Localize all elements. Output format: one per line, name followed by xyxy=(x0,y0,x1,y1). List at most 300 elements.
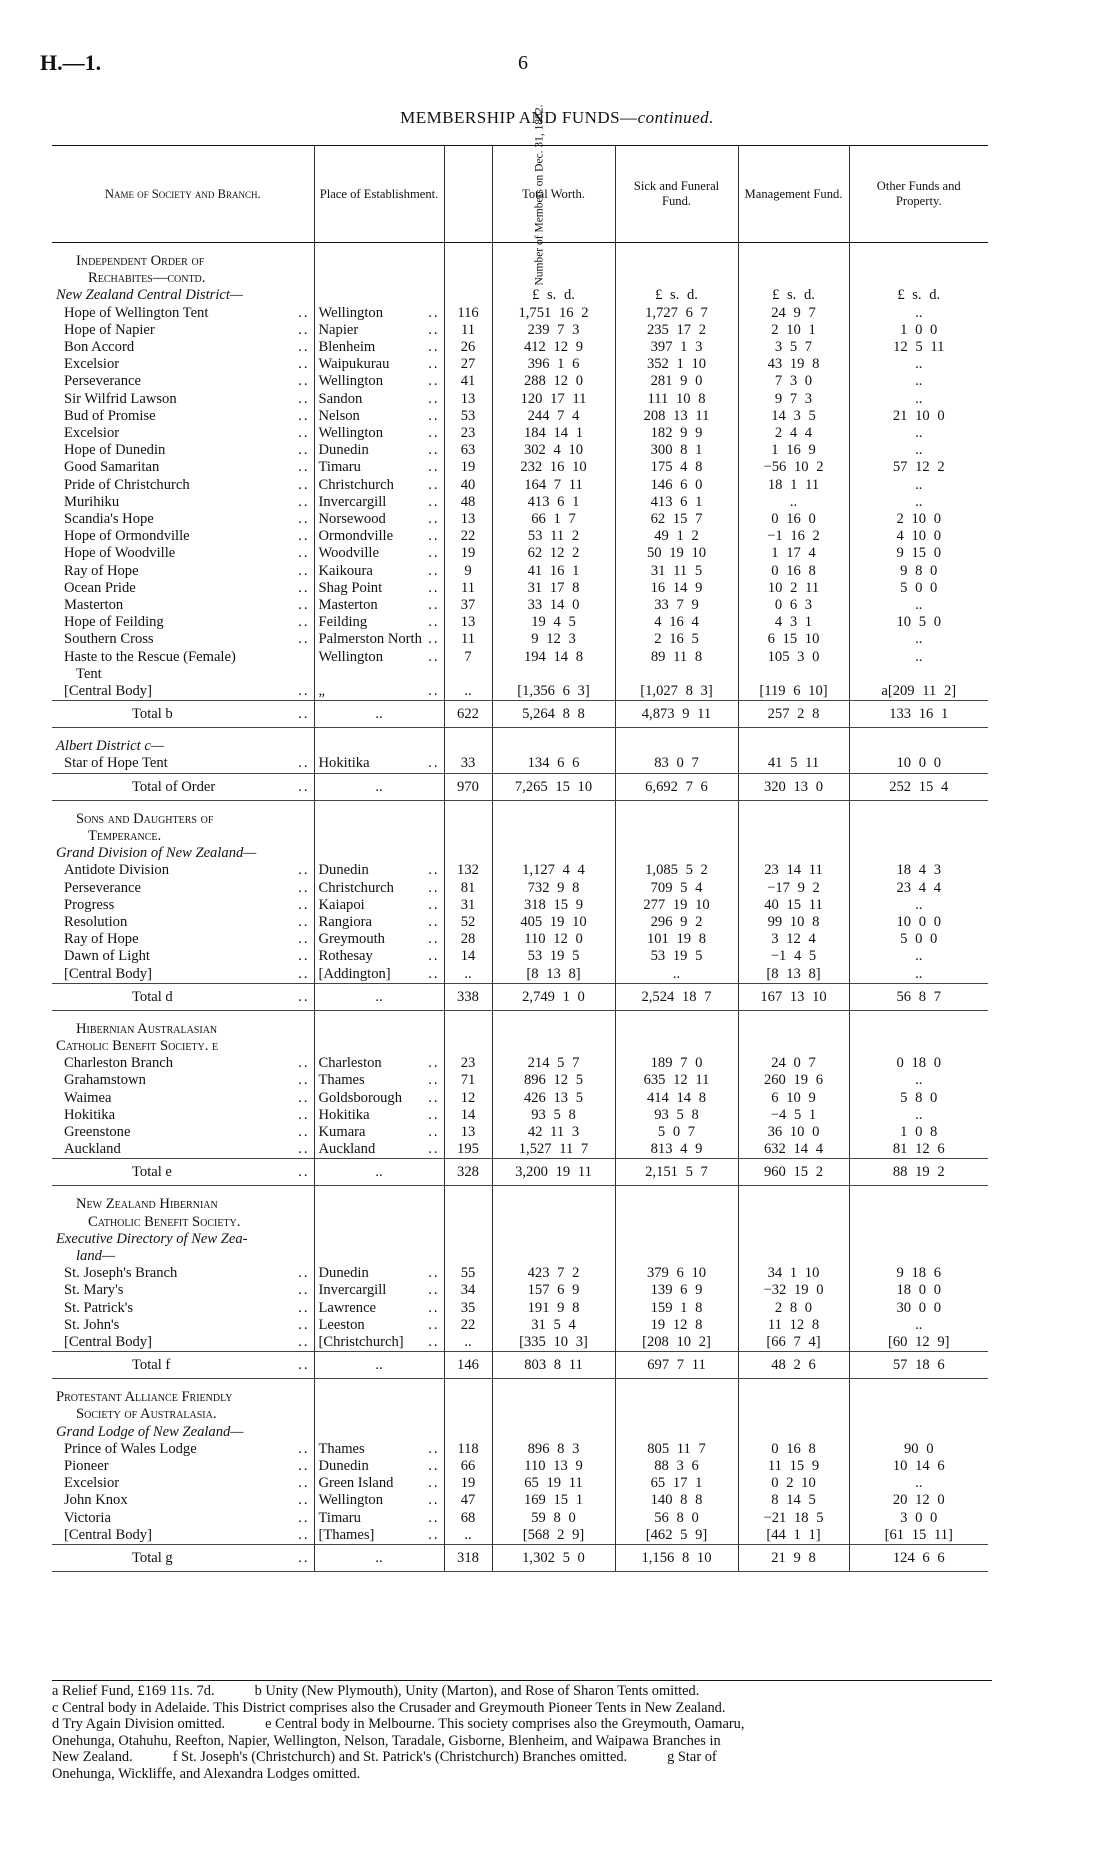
leader-dots: .. xyxy=(298,683,310,700)
members-count: 26 xyxy=(444,339,492,356)
leader-dots: .. xyxy=(428,459,440,476)
other-funds: .. xyxy=(849,631,988,648)
total-row-rechabites xyxy=(52,701,988,728)
leader-dots: .. xyxy=(428,631,440,648)
other-funds: .. xyxy=(849,305,988,322)
heading-protestant-cont xyxy=(52,1406,988,1423)
branch-name: Auckland .. xyxy=(64,1141,310,1158)
branch-name: Hokitika .. xyxy=(64,1106,310,1123)
table-row xyxy=(52,597,988,614)
footnote-d: d Try Again Division omitted. xyxy=(52,1716,226,1733)
members-count: 116 xyxy=(444,305,492,322)
other-funds: 5 8 0 xyxy=(849,1090,988,1107)
total-members: 970 xyxy=(444,773,492,800)
place: Wellington .. xyxy=(314,649,444,666)
total-worth: 41 16 1 xyxy=(492,563,615,580)
table-row xyxy=(52,356,988,373)
members-count: 23 xyxy=(444,425,492,442)
sick-fund: 414 14 8 xyxy=(615,1090,738,1107)
leader-dots: .. xyxy=(298,614,310,631)
place: Greymouth .. xyxy=(314,931,444,948)
branch-name: Pride of Christchurch .. xyxy=(64,476,310,493)
total-sick: 697 7 11 xyxy=(615,1352,738,1379)
members-count: 27 xyxy=(444,356,492,373)
branch-name: Sir Wilfrid Lawson .. xyxy=(64,390,310,407)
total-row-nz-hibernian xyxy=(52,1352,988,1379)
total-members: 328 xyxy=(444,1159,492,1186)
management-fund: 14 3 5 xyxy=(738,408,849,425)
place: Green Island .. xyxy=(314,1475,444,1492)
members-count: 55 xyxy=(444,1265,492,1282)
table-row xyxy=(52,1492,988,1509)
table-row xyxy=(52,408,988,425)
branch-name-cont: Tent xyxy=(76,665,102,682)
members-count: .. xyxy=(444,1334,492,1352)
place: .. xyxy=(314,1159,444,1186)
total-worth: 396 1 6 xyxy=(492,356,615,373)
sick-fund: 175 4 8 xyxy=(615,459,738,476)
branch-name: Hope of Woodville .. xyxy=(64,545,310,562)
other-funds: 1 0 0 xyxy=(849,322,988,339)
spacer xyxy=(52,800,988,811)
sick-fund: 189 7 0 xyxy=(615,1055,738,1072)
members-count: .. xyxy=(444,683,492,701)
leader-dots: .. xyxy=(298,913,310,930)
total-label: Total d .. xyxy=(52,983,314,1010)
col-members: Number of Members on Dec. 31, 1882. xyxy=(444,146,492,243)
management-fund: 0 16 0 xyxy=(738,511,849,528)
leader-dots: .. xyxy=(428,407,440,424)
other-funds: .. xyxy=(849,477,988,494)
leader-dots: .. xyxy=(298,1265,310,1282)
branch-name: St. Mary's .. xyxy=(64,1282,310,1299)
sick-fund: 53 19 5 xyxy=(615,948,738,965)
other-funds: .. xyxy=(849,1107,988,1124)
other-funds: 9 18 6 xyxy=(849,1265,988,1282)
leader-dots: .. xyxy=(428,913,440,930)
sick-fund: 235 17 2 xyxy=(615,322,738,339)
leader-dots: .. xyxy=(428,1299,440,1316)
total-worth: [8 13 8] xyxy=(492,966,615,984)
total-mgmt: 320 13 0 xyxy=(738,773,849,800)
sick-fund: 296 9 2 xyxy=(615,914,738,931)
place: Dunedin .. xyxy=(314,1458,444,1475)
other-funds: 81 12 6 xyxy=(849,1141,988,1159)
leader-dots: .. xyxy=(428,304,440,321)
members-count: 68 xyxy=(444,1510,492,1527)
total-worth: [568 2 9] xyxy=(492,1527,615,1545)
total-mgmt: 167 13 10 xyxy=(738,983,849,1010)
leader-dots: .. xyxy=(428,579,440,596)
leader-dots: .. xyxy=(298,442,310,459)
members-count: 47 xyxy=(444,1492,492,1509)
currency-units: £ s. d. xyxy=(615,287,738,304)
table-row xyxy=(52,897,988,914)
total-mgmt: 257 2 8 xyxy=(738,701,849,728)
place: Goldsborough .. xyxy=(314,1090,444,1107)
management-fund: 0 2 10 xyxy=(738,1475,849,1492)
total-worth: 288 12 0 xyxy=(492,373,615,390)
leader-dots: .. xyxy=(298,562,310,579)
total-worth: 164 7 11 xyxy=(492,477,615,494)
members-count: 40 xyxy=(444,477,492,494)
branch-name: Greenstone .. xyxy=(64,1123,310,1140)
management-fund: 11 15 9 xyxy=(738,1458,849,1475)
table-row xyxy=(52,631,988,648)
total-worth: 426 13 5 xyxy=(492,1090,615,1107)
district-row xyxy=(52,287,988,304)
col-name: Name of Society and Branch. xyxy=(52,146,314,243)
footnote-e-end: New Zealand. xyxy=(52,1749,133,1766)
table-row xyxy=(52,322,988,339)
members-count: 31 xyxy=(444,897,492,914)
place: Palmerston North .. xyxy=(314,631,444,648)
sick-fund: 397 1 3 xyxy=(615,339,738,356)
members-count: 28 xyxy=(444,931,492,948)
other-funds: 21 10 0 xyxy=(849,408,988,425)
management-fund: [8 13 8] xyxy=(738,966,849,984)
place: Rangiora .. xyxy=(314,914,444,931)
total-worth: 1,127 4 4 xyxy=(492,862,615,879)
place: Norsewood .. xyxy=(314,511,444,528)
leader-dots: .. xyxy=(298,1526,310,1543)
table-row xyxy=(52,931,988,948)
branch-name: Murihiku .. xyxy=(64,493,310,510)
members-count: 7 xyxy=(444,649,492,666)
col-other-funds: Other Funds and Property. xyxy=(849,146,988,243)
total-worth: 19 4 5 xyxy=(492,614,615,631)
sick-fund: 31 11 5 xyxy=(615,563,738,580)
leader-dots: .. xyxy=(428,1072,440,1089)
table-row xyxy=(52,528,988,545)
total-worth: 7,265 15 10 xyxy=(492,773,615,800)
table-row xyxy=(52,339,988,356)
table-row xyxy=(52,373,988,390)
total-worth: 42 11 3 xyxy=(492,1124,615,1141)
branch-name: Hope of Dunedin .. xyxy=(64,442,310,459)
place: Blenheim .. xyxy=(314,339,444,356)
leader-dots: .. xyxy=(428,321,440,338)
leader-dots: .. xyxy=(298,1357,310,1374)
total-sick: 2,524 18 7 xyxy=(615,983,738,1010)
heading-hibernian-aus-cont xyxy=(52,1038,988,1055)
leader-dots: .. xyxy=(428,648,440,665)
leader-dots: .. xyxy=(428,425,440,442)
table-row xyxy=(52,1458,988,1475)
branch-name: Good Samaritan .. xyxy=(64,459,310,476)
heading-hibernian-aus xyxy=(52,1021,988,1038)
place: [Thames] .. xyxy=(314,1527,444,1545)
heading-nz-hibernian-cont xyxy=(52,1214,988,1231)
branch-name: [Central Body] .. xyxy=(64,683,310,700)
place: Charleston .. xyxy=(314,1055,444,1072)
place: Timaru .. xyxy=(314,459,444,476)
branch-name: Star of Hope Tent .. xyxy=(64,755,310,772)
members-count: 19 xyxy=(444,459,492,476)
members-count: 81 xyxy=(444,880,492,897)
management-fund: 41 5 11 xyxy=(738,755,849,773)
total-worth: 53 19 5 xyxy=(492,948,615,965)
sick-fund: 4 16 4 xyxy=(615,614,738,631)
total-worth: 169 15 1 xyxy=(492,1492,615,1509)
branch-name: Ray of Hope .. xyxy=(64,562,310,579)
place: .. xyxy=(314,773,444,800)
total-label: Total f .. xyxy=(52,1352,314,1379)
management-fund: 34 1 10 xyxy=(738,1265,849,1282)
leader-dots: .. xyxy=(298,1492,310,1509)
management-fund: 3 12 4 xyxy=(738,931,849,948)
heading-sons-cont xyxy=(52,828,988,845)
table-row xyxy=(52,1090,988,1107)
place: [Addington] .. xyxy=(314,966,444,984)
management-fund: 2 8 0 xyxy=(738,1300,849,1317)
footnotes xyxy=(52,1680,992,1783)
other-funds: .. xyxy=(849,1072,988,1089)
section-heading: Catholic Benefit Society. e xyxy=(56,1037,219,1054)
table-row xyxy=(52,1317,988,1334)
leader-dots: .. xyxy=(298,511,310,528)
leader-dots: .. xyxy=(428,528,440,545)
spacer xyxy=(52,1379,988,1390)
place: Feilding .. xyxy=(314,614,444,631)
leader-dots: .. xyxy=(298,896,310,913)
leader-dots: .. xyxy=(298,321,310,338)
total-mgmt: 21 9 8 xyxy=(738,1545,849,1572)
place: Kaiapoi .. xyxy=(314,897,444,914)
other-funds: .. xyxy=(849,948,988,965)
members-count: 13 xyxy=(444,1124,492,1141)
members-count: 14 xyxy=(444,948,492,965)
branch-name: St. Joseph's Branch .. xyxy=(64,1265,310,1282)
other-funds: [60 12 9] xyxy=(849,1334,988,1352)
section-heading: Sons and Daughters of xyxy=(76,810,214,827)
leader-dots: .. xyxy=(428,511,440,528)
leader-dots: .. xyxy=(428,1440,440,1457)
sick-fund: 89 11 8 xyxy=(615,649,738,666)
management-fund: −32 19 0 xyxy=(738,1282,849,1299)
other-funds: [61 15 11] xyxy=(849,1527,988,1545)
sick-fund: 635 12 11 xyxy=(615,1072,738,1089)
total-worth: 1,751 16 2 xyxy=(492,305,615,322)
footnote-f: f St. Joseph's (Christchurch) and St. Patrick's (Christchurch) Branches omitted. xyxy=(172,1749,628,1766)
place: Kaikoura .. xyxy=(314,563,444,580)
other-funds: .. xyxy=(849,425,988,442)
footnote-e: e Central body in Melbourne. This society comprises also the Greymouth, Oamaru, xyxy=(265,1716,745,1733)
members-count: 22 xyxy=(444,1317,492,1334)
other-funds: .. xyxy=(849,373,988,390)
section-heading: Independent Order of xyxy=(76,253,205,269)
branch-name: Antidote Division .. xyxy=(64,862,310,879)
members-count: 63 xyxy=(444,442,492,459)
other-funds: 10 0 0 xyxy=(849,914,988,931)
sick-fund: 5 0 7 xyxy=(615,1124,738,1141)
leader-dots: .. xyxy=(428,1457,440,1474)
section-heading: Grand Division of New Zealand— xyxy=(56,845,257,862)
total-row-protestant xyxy=(52,1545,988,1572)
members-count: 22 xyxy=(444,528,492,545)
heading-protestant xyxy=(52,1389,988,1406)
management-fund: −56 10 2 xyxy=(738,459,849,476)
section-heading: Temperance. xyxy=(88,827,162,844)
total-worth: 120 17 11 xyxy=(492,391,615,408)
division-name xyxy=(52,845,988,862)
leader-dots: .. xyxy=(298,459,310,476)
members-count: 14 xyxy=(444,1107,492,1124)
sick-fund: 56 8 0 xyxy=(615,1510,738,1527)
branch-name: Resolution .. xyxy=(64,913,310,930)
other-funds: a[209 11 2] xyxy=(849,683,988,701)
management-fund: 3 5 7 xyxy=(738,339,849,356)
management-fund: 8 14 5 xyxy=(738,1492,849,1509)
members-count: 11 xyxy=(444,322,492,339)
leader-dots: .. xyxy=(298,339,310,356)
total-worth: 66 1 7 xyxy=(492,511,615,528)
sick-fund: 50 19 10 xyxy=(615,545,738,562)
sick-fund: 1,727 6 7 xyxy=(615,305,738,322)
place: Wellington .. xyxy=(314,305,444,322)
table-row xyxy=(52,425,988,442)
branch-name: [Central Body] .. xyxy=(64,1526,310,1543)
place: Nelson .. xyxy=(314,408,444,425)
leader-dots: .. xyxy=(298,931,310,948)
other-funds: .. xyxy=(849,649,988,666)
branch-name: Progress .. xyxy=(64,896,310,913)
total-members: 622 xyxy=(444,701,492,728)
other-funds: .. xyxy=(849,494,988,511)
leader-dots: .. xyxy=(298,988,310,1005)
sick-fund: 379 6 10 xyxy=(615,1265,738,1282)
footnote-b: b Unity (New Plymouth), Unity (Marton), and Rose of Sharon Tents omitted. xyxy=(254,1683,700,1699)
members-count: 13 xyxy=(444,511,492,528)
col-place: Place of Establishment. xyxy=(314,146,444,243)
members-count: 33 xyxy=(444,755,492,773)
sick-fund: [1,027 8 3] xyxy=(615,683,738,701)
table-row xyxy=(52,459,988,476)
place: Dunedin .. xyxy=(314,862,444,879)
total-worth: 803 8 11 xyxy=(492,1352,615,1379)
branch-name: Excelsior .. xyxy=(64,1475,310,1492)
total-other: 124 6 6 xyxy=(849,1545,988,1572)
table-row xyxy=(52,880,988,897)
total-worth: 732 9 8 xyxy=(492,880,615,897)
currency-units: £ s. d. xyxy=(492,287,615,304)
sick-fund: 62 15 7 xyxy=(615,511,738,528)
table-row xyxy=(52,1055,988,1072)
management-fund: 4 3 1 xyxy=(738,614,849,631)
col-total-worth: Total Worth. xyxy=(492,146,615,243)
total-label: Total g .. xyxy=(52,1545,314,1572)
leader-dots: .. xyxy=(428,931,440,948)
total-worth: 405 19 10 xyxy=(492,914,615,931)
branch-name: Charleston Branch .. xyxy=(64,1055,310,1072)
management-fund: .. xyxy=(738,494,849,511)
heading-rechabites xyxy=(52,253,988,270)
management-fund: 2 10 1 xyxy=(738,322,849,339)
table-row xyxy=(52,948,988,965)
total-sick: 1,156 8 10 xyxy=(615,1545,738,1572)
members-count: 35 xyxy=(444,1300,492,1317)
table-row xyxy=(52,755,988,773)
other-funds: 0 18 0 xyxy=(849,1055,988,1072)
management-fund: −1 4 5 xyxy=(738,948,849,965)
total-members: 146 xyxy=(444,1352,492,1379)
branch-name: Excelsior .. xyxy=(64,356,310,373)
leader-dots: .. xyxy=(298,1509,310,1526)
total-members: 318 xyxy=(444,1545,492,1572)
table-row xyxy=(52,1282,988,1299)
members-count: 19 xyxy=(444,545,492,562)
leader-dots: .. xyxy=(428,879,440,896)
other-funds: 5 0 0 xyxy=(849,580,988,597)
total-worth: 59 8 0 xyxy=(492,1510,615,1527)
members-count: 132 xyxy=(444,862,492,879)
table-row xyxy=(52,1510,988,1527)
total-worth: 31 17 8 xyxy=(492,580,615,597)
sick-fund: 83 0 7 xyxy=(615,755,738,773)
district-albert xyxy=(52,738,988,755)
sick-fund: 139 6 9 xyxy=(615,1282,738,1299)
district-name: New Zealand Central District— xyxy=(56,287,243,304)
table-row xyxy=(52,1300,988,1317)
members-count: 52 xyxy=(444,914,492,931)
total-members: 338 xyxy=(444,983,492,1010)
total-worth: 214 5 7 xyxy=(492,1055,615,1072)
place: Leeston .. xyxy=(314,1317,444,1334)
table-row xyxy=(52,442,988,459)
branch-name: John Knox .. xyxy=(64,1492,310,1509)
branch-name: [Central Body] .. xyxy=(64,965,310,982)
other-funds: .. xyxy=(849,966,988,984)
management-fund: 23 14 11 xyxy=(738,862,849,879)
other-funds: 90 0 xyxy=(849,1441,988,1458)
leader-dots: .. xyxy=(298,1282,310,1299)
place: „ .. xyxy=(314,683,444,701)
footnote-a: a Relief Fund, £169 11s. 7d. xyxy=(52,1683,215,1699)
table-row xyxy=(52,1475,988,1492)
sick-fund: 49 1 2 xyxy=(615,528,738,545)
branch-name: Prince of Wales Lodge .. xyxy=(64,1440,310,1457)
management-fund: 24 0 7 xyxy=(738,1055,849,1072)
total-worth: 412 12 9 xyxy=(492,339,615,356)
sick-fund: 300 8 1 xyxy=(615,442,738,459)
total-worth: 184 14 1 xyxy=(492,425,615,442)
table-body xyxy=(52,243,988,1572)
page-number: 6 xyxy=(518,52,528,74)
place: Timaru .. xyxy=(314,1510,444,1527)
directory-name xyxy=(52,1231,988,1248)
management-fund: 9 7 3 xyxy=(738,391,849,408)
place: Sandon .. xyxy=(314,391,444,408)
management-fund: 0 16 8 xyxy=(738,1441,849,1458)
members-count: 13 xyxy=(444,614,492,631)
total-worth: 65 19 11 xyxy=(492,1475,615,1492)
page-id: H.—1. xyxy=(40,50,102,75)
table-row xyxy=(52,1124,988,1141)
management-fund: 105 3 0 xyxy=(738,649,849,666)
management-fund: 0 6 3 xyxy=(738,597,849,614)
management-fund: 260 19 6 xyxy=(738,1072,849,1089)
total-worth: 194 14 8 xyxy=(492,649,615,666)
place: Kumara .. xyxy=(314,1124,444,1141)
total-worth: 134 6 6 xyxy=(492,755,615,773)
footnote-g-cont: Onehunga, Wickliffe, and Alexandra Lodges omitted. xyxy=(52,1765,361,1782)
leader-dots: .. xyxy=(428,562,440,579)
total-worth: [335 10 3] xyxy=(492,1334,615,1352)
other-funds: 18 4 3 xyxy=(849,862,988,879)
other-funds: 10 5 0 xyxy=(849,614,988,631)
leader-dots: .. xyxy=(298,1089,310,1106)
table-row xyxy=(52,563,988,580)
